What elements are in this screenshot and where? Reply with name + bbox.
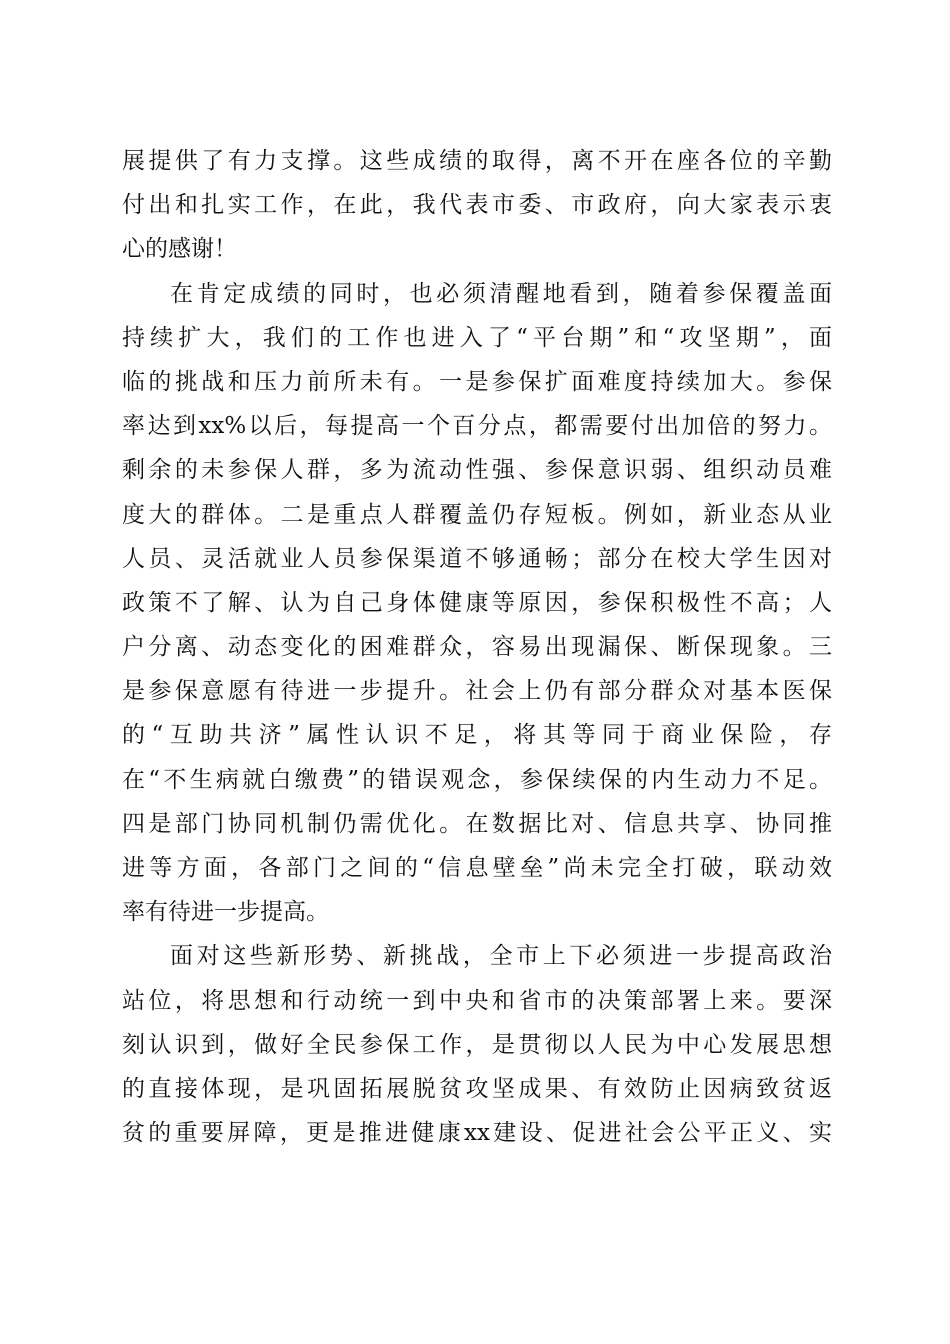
text-line: 持续扩大，我们的工作也进入了“平台期”和“攻坚期”，面 — [122, 324, 832, 351]
text-line: 付出和扎实工作，在此，我代表市委、市政府，向大家表示衷 — [122, 192, 832, 219]
document-body — [122, 139, 832, 1155]
text-line: 的直接体现，是巩固拓展脱贫攻坚成果、有效防止因病致贫返 — [122, 1075, 832, 1102]
text-line: 刻认识到，做好全民参保工作，是贯彻以人民为中心发展思想 — [122, 1031, 832, 1058]
paragraph-3 — [122, 934, 832, 1155]
text-line: 剩余的未参保人群，多为流动性强、参保意识弱、组织动员难 — [122, 457, 832, 484]
text-line: 贫的重要屏障，更是推进健康xx建设、促进社会公平正义、实 — [122, 1120, 832, 1147]
text-line: 度大的群体。二是重点人群覆盖仍存短板。例如，新业态从业 — [122, 501, 832, 528]
text-line: 的“互助共济”属性认识不足，将其等同于商业保险，存 — [122, 722, 832, 749]
text-line: 展提供了有力支撑。这些成绩的取得，离不开在座各位的辛勤 — [122, 148, 832, 174]
text-line: 是参保意愿有待进一步提升。社会上仍有部分群众对基本医保 — [122, 678, 832, 705]
text-line: 临的挑战和压力前所未有。一是参保扩面难度持续加大。参保 — [122, 368, 832, 395]
paragraph-2 — [122, 272, 832, 935]
text-line: 心的感谢！ — [122, 236, 237, 263]
text-line: 面对这些新形势、新挑战，全市上下必须进一步提高政治 — [170, 943, 832, 970]
text-line: 率有待进一步提高。 — [122, 899, 329, 926]
text-line: 站位，将思想和行动统一到中央和省市的决策部署上来。要深 — [122, 987, 832, 1014]
text-line: 在肯定成绩的同时，也必须清醒地看到，随着参保覆盖面 — [170, 280, 832, 307]
text-line: 户分离、动态变化的困难群众，容易出现漏保、断保现象。三 — [122, 634, 832, 661]
paragraph-1 — [122, 139, 832, 272]
text-line: 进等方面，各部门之间的“信息壁垒”尚未完全打破，联动效 — [122, 855, 832, 881]
text-line: 率达到xx%以后，每提高一个百分点，都需要付出加倍的努力。 — [122, 413, 832, 440]
text-line: 政策不了解、认为自己身体健康等原因，参保积极性不高；人 — [122, 589, 832, 616]
text-line: 在“不生病就白缴费”的错误观念，参保续保的内生动力不足。 — [122, 766, 832, 793]
text-line: 人员、灵活就业人员参保渠道不够通畅；部分在校大学生因对 — [122, 545, 832, 572]
text-line: 四是部门协同机制仍需优化。在数据比对、信息共享、协同推 — [122, 810, 832, 837]
